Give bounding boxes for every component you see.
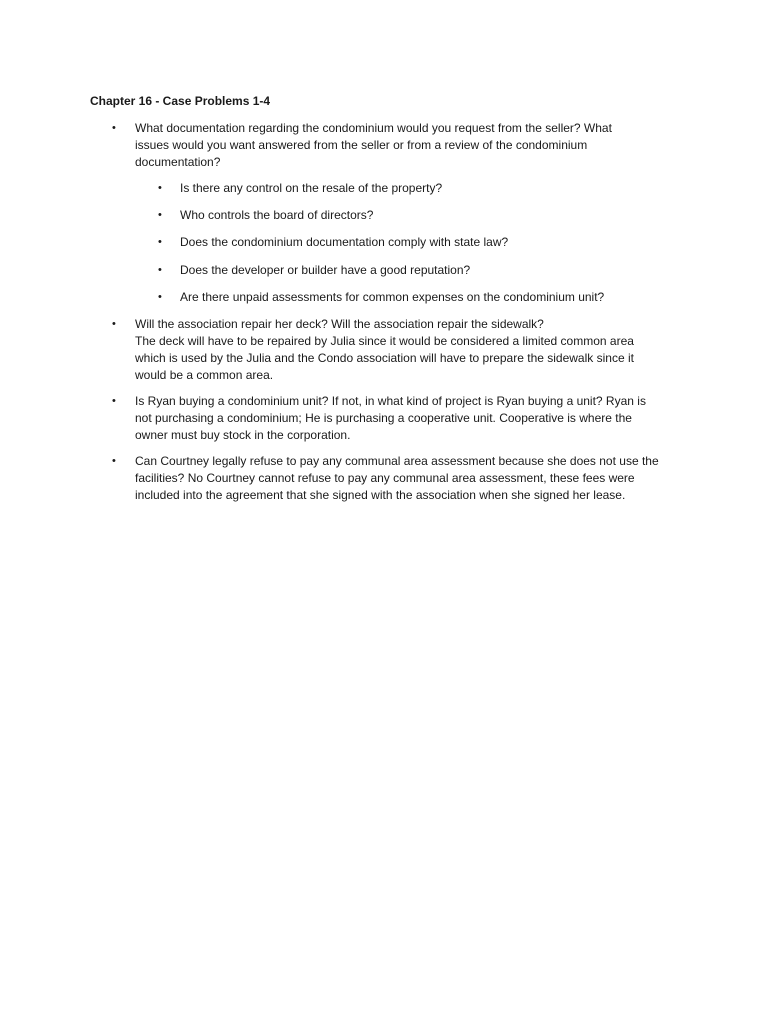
sub-item-text: Does the developer or builder have a good reputation? xyxy=(180,262,471,277)
item-text-line: The deck will have to be repaired by Julia since it would be considered a limited common area xyxy=(135,333,634,348)
sub-list-item xyxy=(135,262,690,279)
item-text-line: Will the association repair her deck? Will the association repair the sidewalk? xyxy=(135,316,544,331)
bullet-icon: • xyxy=(112,394,116,407)
item-text-line: not purchasing a condominium; He is purchasing a cooperative unit. Cooperative is where the xyxy=(135,410,632,425)
bullet-icon: • xyxy=(112,122,116,134)
sub-list-item xyxy=(135,207,690,224)
list-item xyxy=(90,120,690,306)
sub-list xyxy=(135,180,690,306)
bullet-icon: • xyxy=(112,454,116,467)
list-item xyxy=(90,316,690,384)
list-item xyxy=(90,453,690,504)
question-list xyxy=(90,120,690,513)
sub-list-item xyxy=(135,180,690,197)
sub-item-text: Does the condominium documentation comply with state law? xyxy=(180,235,509,250)
sub-item-text: Are there unpaid assessments for common expenses on the condominium unit? xyxy=(180,289,605,304)
item-text-line: facilities? No Courtney cannot refuse to pay any communal area assessment, these fees were xyxy=(135,470,635,485)
list-item xyxy=(90,393,690,444)
document-heading: Chapter 16 - Case Problems 1-4 xyxy=(90,94,271,108)
bullet-icon: • xyxy=(158,209,162,222)
item-text-line: which is used by the Julia and the Condo association will have to prepare the sidewalk since it xyxy=(135,350,634,365)
item-text-line: would be a common area. xyxy=(135,367,274,382)
item-text-line: included into the agreement that she signed with the association when she signed her lease. xyxy=(135,487,626,502)
bullet-icon: • xyxy=(112,317,116,330)
item-text-line: Can Courtney legally refuse to pay any communal area assessment because she does not use the xyxy=(135,453,659,468)
item-text-line: issues would you want answered from the seller or from a review of the condominium xyxy=(135,138,588,152)
bullet-icon: • xyxy=(158,236,162,249)
bullet-icon: • xyxy=(158,263,162,276)
sub-item-text: Who controls the board of directors? xyxy=(180,208,374,223)
item-text-line: Is Ryan buying a condominium unit? If not, in what kind of project is Ryan buying a unit? Ryan is xyxy=(135,393,646,408)
item-text-line: owner must buy stock in the corporation. xyxy=(135,427,351,442)
sub-list-item xyxy=(135,234,690,251)
bullet-icon: • xyxy=(158,290,162,303)
item-text-line: documentation? xyxy=(135,155,221,169)
item-text-line: What documentation regarding the condominium would you request from the seller? What xyxy=(135,121,612,135)
sub-list-item xyxy=(135,289,690,306)
bullet-icon: • xyxy=(158,182,162,194)
sub-item-text: Is there any control on the resale of the property? xyxy=(180,181,443,195)
